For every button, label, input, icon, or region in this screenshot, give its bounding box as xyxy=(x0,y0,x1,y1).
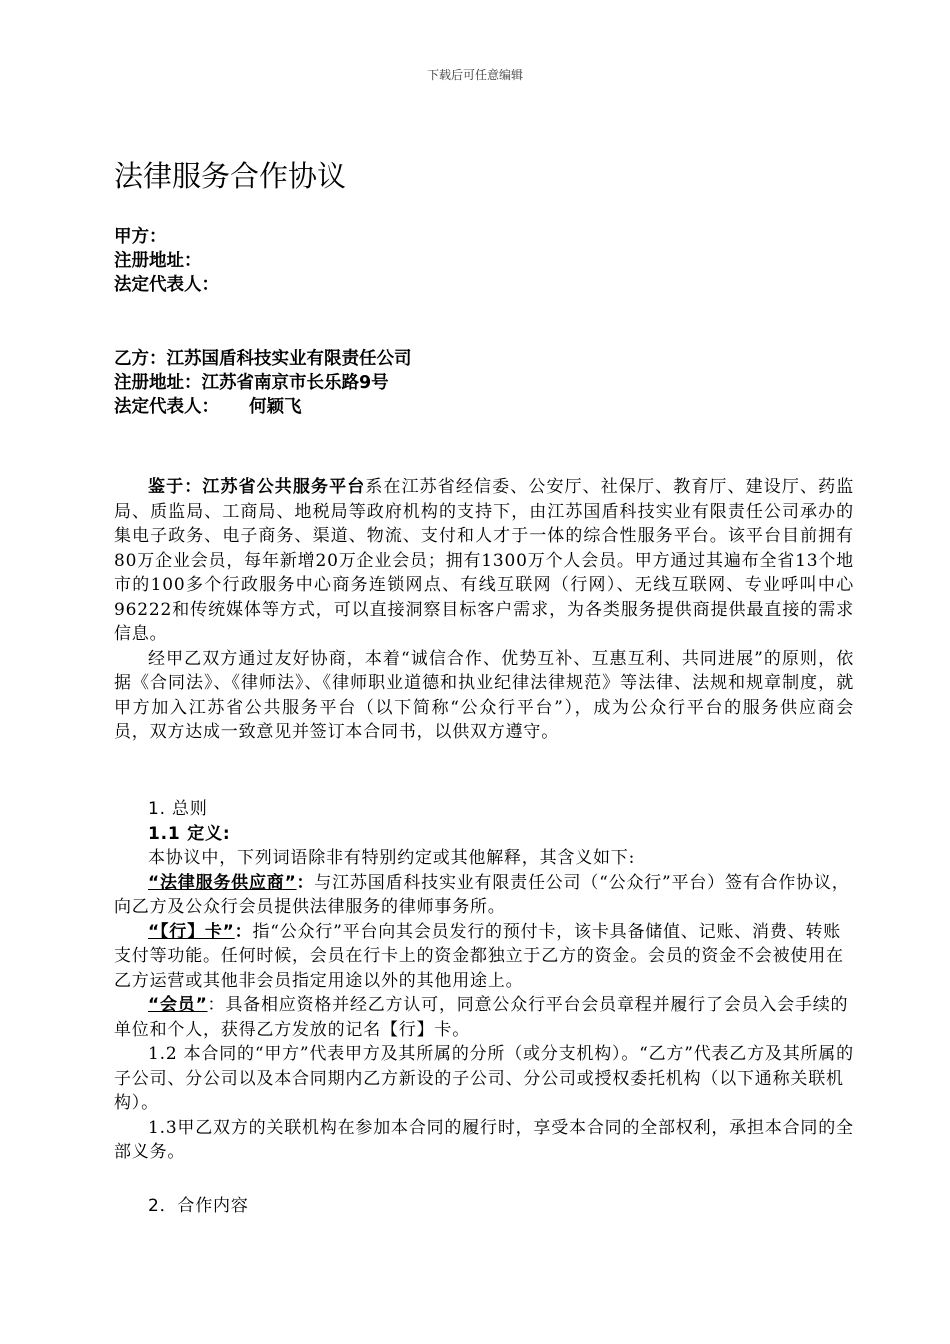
recital-platform-name: 江苏省公共服务平台 xyxy=(202,477,366,497)
recital-paragraph-1 xyxy=(114,475,854,647)
definition-text: 具备相应资格并经乙方认可，同意公众行平台会员章程并履行了会员入会手续的单位和个人，获得乙方发放的记名【行】卡。 xyxy=(114,995,849,1040)
recital-section xyxy=(114,475,854,745)
party-a-block xyxy=(114,225,219,297)
party-b-rep xyxy=(114,395,412,419)
definition-text: 与江苏国盾科技实业有限责任公司（“公众行”平台）签有合作协议，向乙方及公众行会员提供法律服务的律师事务所。 xyxy=(114,872,850,917)
definition-term: “【行】卡” xyxy=(148,921,235,942)
definition-term: “会员” xyxy=(148,995,208,1015)
definition-text: 指“公众行”平台向其会员发行的预付卡，该卡具备储值、记账、消费、转账支付等功能。任何时候，会员在行卡上的资金都独立于乙方的资金。会员的资金不会被使用在乙方运营或其他非会员指定用途以外的其他用途上。 xyxy=(114,921,844,991)
definition-legal-service-provider xyxy=(114,871,854,920)
party-b-rep-name: 何颖飞 xyxy=(249,397,302,417)
section-cooperation xyxy=(114,1194,854,1219)
party-a-rep-label: 法定代表人： xyxy=(114,275,219,295)
party-a-name-label: 甲方： xyxy=(114,227,167,247)
header-note: 下载后可任意编辑 xyxy=(426,68,523,82)
section-2-heading: 2．合作内容 xyxy=(148,1196,249,1216)
section-general xyxy=(114,797,854,1165)
party-a-address-label: 注册地址： xyxy=(114,251,202,271)
recital-paragraph-1-text: 系在江苏省经信委、公安厅、社保厅、教育厅、建设厅、药监局、质监局、工商局、地税局等政府机构的支持下，由江苏国盾科技实业有限责任公司承办的集电子政务、电子商务、渠道、物流、支付和人才于一体的综合性服务平台。该平台目前拥有80万企业会员，每年新增20万企业会员；拥有1300万个人会员。甲方通过其遍布全省13个地市的100多个行政服务中心商务连锁网点、有线互联网（行网）、无线互联网、专业呼叫中心96222和传统媒体等方式，可以直接洞察目标客户需求，为各类服务提供商提供最直接的需求信息。 xyxy=(114,477,855,644)
definition-term: “法律服务供应商” xyxy=(148,872,297,893)
definitions-intro: 本协议中，下列词语除非有特别约定或其他解释，其含义如下: xyxy=(148,848,636,868)
recital-lead: 鉴于： xyxy=(148,477,203,497)
definition-colon: ： xyxy=(207,995,226,1015)
document-title: 法律服务合作协议 xyxy=(114,159,347,193)
party-b-name: 乙方：江苏国盾科技实业有限责任公司 xyxy=(114,349,412,369)
section-1-heading: 1. 总则 xyxy=(148,799,208,819)
definition-card xyxy=(114,920,854,994)
definition-member xyxy=(114,993,854,1042)
definition-colon: ： xyxy=(296,872,315,893)
clause-1-2: 1.2 本合同的“甲方”代表甲方及其所属的分所（或分支机构）。“乙方”代表乙方及其所属的子公司、分公司以及本合同期内乙方新设的子公司、分公司或授权委托机构（以下通称关联机构）。 xyxy=(114,1044,854,1113)
party-b-rep-label: 法定代表人： xyxy=(114,397,219,417)
party-b-block xyxy=(114,347,412,419)
clause-1-3: 1.3甲乙双方的关联机构在参加本合同的履行时，享受本合同的全部权利，承担本合同的全部义务。 xyxy=(114,1117,854,1162)
recital-paragraph-2: 经甲乙双方通过友好协商，本着“诚信合作、优势互补、互惠互利、共同进展”的原则，依据《合同法》、《律师法》、《律师职业道德和执业纪律法律规范》等法律、法规和规章制度，就甲方加入江苏省公共服务平台（以下简称“公众行平台”），成为公众行平台的服务供应商会员，双方达成一致意见并签订本合同书，以供双方遵守。 xyxy=(114,648,854,742)
party-b-address: 注册地址：江苏省南京市长乐路9号 xyxy=(114,373,389,393)
definition-colon: ： xyxy=(234,921,253,942)
section-1-1-heading: 1.1 定义: xyxy=(148,823,231,844)
